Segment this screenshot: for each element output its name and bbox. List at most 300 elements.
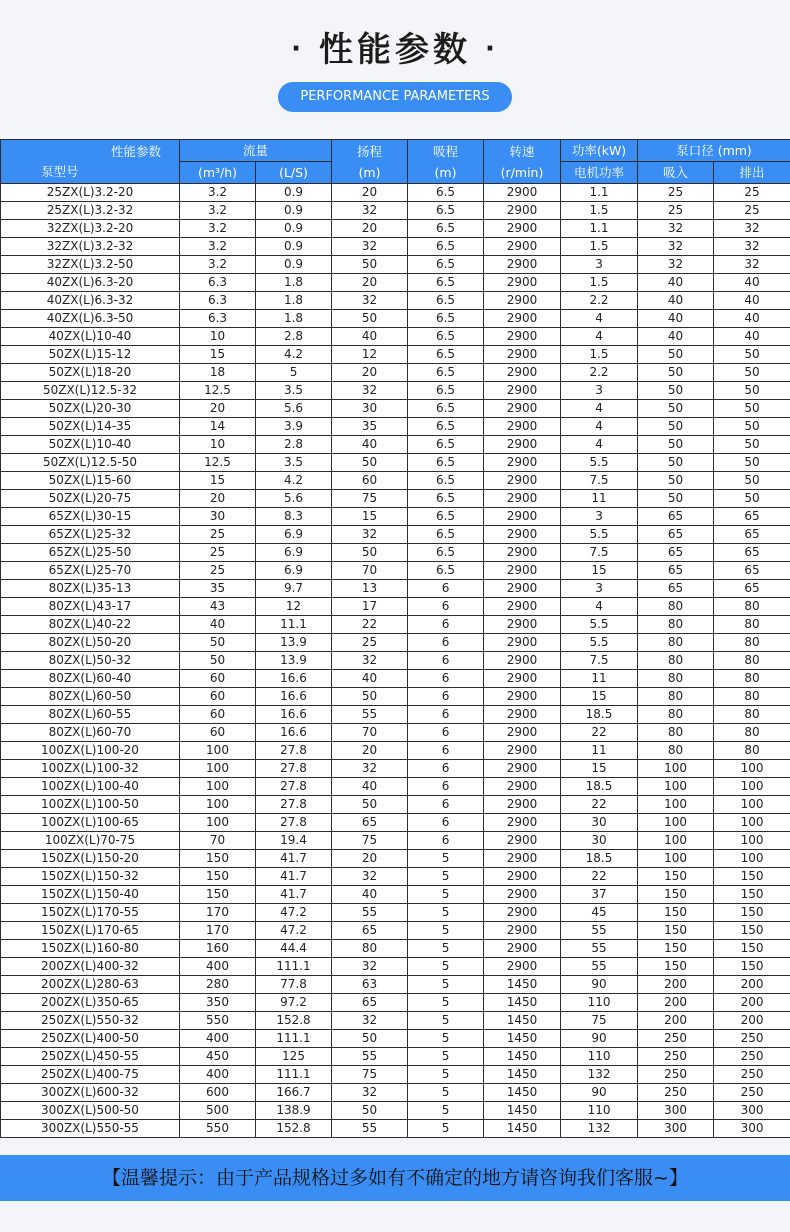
table-row [1,1012,790,1030]
outlet-cell: 40 [714,274,790,292]
outlet-cell: 100 [714,796,790,814]
suction-cell: 5 [408,1120,484,1138]
table-header [1,140,790,184]
flow-ls-cell: 8.3 [256,508,332,526]
flow-ls-cell: 27.8 [256,814,332,832]
speed-cell: 1450 [484,1084,561,1102]
inlet-cell: 40 [638,310,714,328]
flow-ls-cell: 5 [256,364,332,382]
speed-cell: 1450 [484,1066,561,1084]
outlet-header: 排出 [714,162,790,184]
table-row [1,256,790,274]
model-cell: 80ZX(L)50-20 [1,634,180,652]
inlet-cell: 80 [638,652,714,670]
table-row [1,454,790,472]
outlet-cell: 80 [714,598,790,616]
head-cell: 32 [332,760,408,778]
power-cell: 55 [561,958,638,976]
speed-cell: 2900 [484,832,561,850]
outlet-cell: 32 [714,256,790,274]
inlet-cell: 50 [638,472,714,490]
speed-cell: 2900 [484,850,561,868]
power-cell: 5.5 [561,616,638,634]
table-row [1,958,790,976]
flow-m3h-cell: 60 [180,724,256,742]
inlet-cell: 100 [638,778,714,796]
power-cell: 110 [561,994,638,1012]
flow-m3h-cell: 170 [180,922,256,940]
suction-cell: 6.5 [408,310,484,328]
head-cell: 22 [332,616,408,634]
power-cell: 4 [561,598,638,616]
power-cell: 37 [561,886,638,904]
speed-header [484,140,561,184]
suction-cell: 5 [408,994,484,1012]
speed-cell: 2900 [484,526,561,544]
model-cell: 80ZX(L)35-13 [1,580,180,598]
flow-ls-cell: 152.8 [256,1120,332,1138]
power-cell: 45 [561,904,638,922]
inlet-cell: 80 [638,634,714,652]
flow-ls-cell: 16.6 [256,706,332,724]
inlet-cell: 65 [638,544,714,562]
inlet-cell: 65 [638,562,714,580]
suction-cell: 5 [408,922,484,940]
inlet-cell: 250 [638,1066,714,1084]
table-row [1,1120,790,1138]
power-cell: 3 [561,508,638,526]
power-cell: 90 [561,1084,638,1102]
outlet-cell: 32 [714,238,790,256]
outlet-cell: 250 [714,1084,790,1102]
table-row [1,184,790,202]
flow-ls-cell: 41.7 [256,868,332,886]
suction-cell: 6 [408,580,484,598]
outlet-cell: 50 [714,346,790,364]
head-cell: 55 [332,904,408,922]
speed-cell: 2900 [484,886,561,904]
flow-m3h-cell: 400 [180,1030,256,1048]
outlet-cell: 150 [714,904,790,922]
power-cell: 1.5 [561,202,638,220]
flow-ls-cell: 2.8 [256,436,332,454]
flow-m3h-cell: 14 [180,418,256,436]
model-cell: 150ZX(L)170-55 [1,904,180,922]
flow-header: 流量 [180,140,332,162]
inlet-cell: 50 [638,346,714,364]
power-cell: 11 [561,490,638,508]
speed-cell: 2900 [484,598,561,616]
inlet-cell: 150 [638,922,714,940]
table-row [1,652,790,670]
inlet-cell: 32 [638,220,714,238]
flow-ls-cell: 11.1 [256,616,332,634]
inlet-cell: 80 [638,706,714,724]
outlet-cell: 50 [714,382,790,400]
flow-m3h-cell: 15 [180,346,256,364]
flow-ls-cell: 3.9 [256,418,332,436]
inlet-cell: 25 [638,202,714,220]
flow-ls-cell: 97.2 [256,994,332,1012]
flow-m3h-cell: 100 [180,778,256,796]
title-dot-left: · [291,34,305,64]
power-cell: 30 [561,814,638,832]
head-cell: 35 [332,418,408,436]
flow-m3h-cell: 12.5 [180,382,256,400]
speed-cell: 2900 [484,742,561,760]
speed-cell: 2900 [484,184,561,202]
outlet-cell: 150 [714,868,790,886]
flow-m3h-cell: 43 [180,598,256,616]
head-cell: 65 [332,994,408,1012]
head-cell: 20 [332,850,408,868]
inlet-cell: 65 [638,526,714,544]
inlet-cell: 150 [638,904,714,922]
table-row [1,1102,790,1120]
flow-ls-cell: 125 [256,1048,332,1066]
speed-cell: 2900 [484,724,561,742]
power-cell: 55 [561,922,638,940]
suction-cell: 6.5 [408,364,484,382]
suction-cell: 6.5 [408,508,484,526]
head-cell: 55 [332,1120,408,1138]
flow-unit-ls: (L/S) [256,162,332,184]
flow-m3h-cell: 3.2 [180,238,256,256]
outlet-cell: 200 [714,994,790,1012]
corner-bottom-label: 泵型号 [41,164,79,179]
flow-ls-cell: 111.1 [256,1066,332,1084]
suction-cell: 6.5 [408,274,484,292]
table-row [1,886,790,904]
suction-cell: 5 [408,958,484,976]
suction-cell: 5 [408,1102,484,1120]
inlet-cell: 150 [638,958,714,976]
table-row [1,238,790,256]
suction-cell: 5 [408,904,484,922]
speed-cell: 2900 [484,310,561,328]
speed-cell: 2900 [484,904,561,922]
power-cell: 15 [561,688,638,706]
model-cell: 80ZX(L)50-32 [1,652,180,670]
speed-cell: 2900 [484,274,561,292]
speed-cell: 2900 [484,490,561,508]
inlet-cell: 50 [638,364,714,382]
inlet-cell: 65 [638,580,714,598]
flow-ls-cell: 0.9 [256,256,332,274]
flow-ls-cell: 13.9 [256,652,332,670]
model-cell: 80ZX(L)60-55 [1,706,180,724]
flow-m3h-cell: 550 [180,1012,256,1030]
power-cell: 3 [561,382,638,400]
head-cell: 40 [332,778,408,796]
power-cell: 22 [561,724,638,742]
speed-cell: 2900 [484,328,561,346]
flow-m3h-cell: 3.2 [180,202,256,220]
flow-ls-cell: 111.1 [256,1030,332,1048]
suction-cell: 6 [408,598,484,616]
table-row [1,274,790,292]
flow-ls-cell: 13.9 [256,634,332,652]
inlet-cell: 250 [638,1048,714,1066]
suction-cell: 5 [408,1084,484,1102]
table-row [1,328,790,346]
flow-m3h-cell: 170 [180,904,256,922]
flow-ls-cell: 16.6 [256,724,332,742]
flow-ls-cell: 16.6 [256,688,332,706]
speed-cell: 2900 [484,796,561,814]
model-cell: 150ZX(L)150-20 [1,850,180,868]
speed-cell: 2900 [484,436,561,454]
head-cell: 20 [332,742,408,760]
outlet-cell: 40 [714,310,790,328]
table-row [1,832,790,850]
speed-cell: 2900 [484,400,561,418]
power-cell: 1.5 [561,238,638,256]
outlet-cell: 200 [714,976,790,994]
model-cell: 32ZX(L)3.2-50 [1,256,180,274]
inlet-cell: 150 [638,868,714,886]
power-cell: 4 [561,328,638,346]
head-cell: 55 [332,706,408,724]
head-header [332,140,408,184]
suction-cell: 6.5 [408,544,484,562]
suction-cell: 5 [408,976,484,994]
power-subheader: 电机功率 [561,162,638,184]
model-cell: 50ZX(L)12.5-32 [1,382,180,400]
table-row [1,598,790,616]
power-cell: 110 [561,1048,638,1066]
model-cell: 100ZX(L)100-40 [1,778,180,796]
inlet-cell: 200 [638,994,714,1012]
suction-header [408,140,484,184]
head-cell: 80 [332,940,408,958]
table-row [1,580,790,598]
inlet-cell: 80 [638,670,714,688]
flow-m3h-cell: 350 [180,994,256,1012]
power-cell: 3 [561,256,638,274]
inlet-cell: 50 [638,436,714,454]
speed-cell: 2900 [484,868,561,886]
suction-cell: 5 [408,868,484,886]
table-row [1,796,790,814]
flow-m3h-cell: 25 [180,544,256,562]
suction-cell: 6.5 [408,256,484,274]
outlet-cell: 150 [714,922,790,940]
speed-cell: 2900 [484,634,561,652]
power-cell: 75 [561,1012,638,1030]
model-cell: 50ZX(L)15-12 [1,346,180,364]
flow-m3h-cell: 100 [180,814,256,832]
head-cell: 75 [332,832,408,850]
table-row [1,670,790,688]
suction-cell: 6 [408,742,484,760]
outlet-cell: 200 [714,1012,790,1030]
table-row [1,526,790,544]
suction-cell: 6 [408,724,484,742]
model-cell: 250ZX(L)450-55 [1,1048,180,1066]
outlet-cell: 65 [714,580,790,598]
flow-ls-cell: 1.8 [256,292,332,310]
table-row [1,922,790,940]
model-cell: 150ZX(L)150-32 [1,868,180,886]
flow-m3h-cell: 100 [180,760,256,778]
outlet-cell: 100 [714,832,790,850]
speed-cell: 1450 [484,1048,561,1066]
flow-m3h-cell: 20 [180,490,256,508]
flow-m3h-cell: 35 [180,580,256,598]
speed-cell: 2900 [484,220,561,238]
model-cell: 250ZX(L)400-75 [1,1066,180,1084]
head-cell: 50 [332,1030,408,1048]
outlet-cell: 150 [714,886,790,904]
outlet-cell: 150 [714,958,790,976]
flow-m3h-cell: 150 [180,850,256,868]
model-cell: 80ZX(L)60-40 [1,670,180,688]
suction-cell: 5 [408,1048,484,1066]
suction-cell: 6 [408,760,484,778]
model-cell: 100ZX(L)100-50 [1,796,180,814]
table-row [1,742,790,760]
head-cell: 63 [332,976,408,994]
head-unit: (m) [358,164,381,180]
title-dot-right: · [485,34,499,64]
head-cell: 15 [332,508,408,526]
head-cell: 70 [332,724,408,742]
power-cell: 132 [561,1120,638,1138]
power-cell: 1.5 [561,274,638,292]
suction-cell: 6.5 [408,220,484,238]
model-cell: 80ZX(L)60-50 [1,688,180,706]
speed-cell: 1450 [484,1030,561,1048]
head-cell: 40 [332,436,408,454]
table-row [1,346,790,364]
head-cell: 20 [332,184,408,202]
suction-cell: 6.5 [408,328,484,346]
flow-ls-cell: 6.9 [256,526,332,544]
flow-m3h-cell: 600 [180,1084,256,1102]
model-cell: 250ZX(L)550-32 [1,1012,180,1030]
power-cell: 4 [561,436,638,454]
model-cell: 65ZX(L)25-50 [1,544,180,562]
outlet-cell: 150 [714,940,790,958]
head-cell: 40 [332,670,408,688]
inlet-cell: 40 [638,328,714,346]
suction-cell: 6.5 [408,238,484,256]
inlet-cell: 25 [638,184,714,202]
inlet-cell: 50 [638,454,714,472]
inlet-cell: 80 [638,742,714,760]
corner-top-label: 性能参数 [110,144,161,159]
model-cell: 100ZX(L)70-75 [1,832,180,850]
subtitle-badge: PERFORMANCE PARAMETERS [278,82,512,112]
speed-cell: 1450 [484,976,561,994]
power-cell: 7.5 [561,652,638,670]
flow-m3h-cell: 12.5 [180,454,256,472]
inlet-cell: 32 [638,238,714,256]
outlet-cell: 100 [714,760,790,778]
flow-ls-cell: 27.8 [256,796,332,814]
inlet-cell: 80 [638,616,714,634]
outlet-cell: 40 [714,292,790,310]
suction-cell: 5 [408,1066,484,1084]
outlet-cell: 300 [714,1102,790,1120]
model-cell: 40ZX(L)10-40 [1,328,180,346]
table-row [1,778,790,796]
power-cell: 30 [561,832,638,850]
flow-m3h-cell: 100 [180,796,256,814]
power-cell: 4 [561,400,638,418]
spec-table [0,139,790,1138]
speed-cell: 2900 [484,238,561,256]
table-row [1,364,790,382]
suction-cell: 6 [408,706,484,724]
suction-cell: 6.5 [408,184,484,202]
table-row [1,940,790,958]
flow-m3h-cell: 25 [180,562,256,580]
flow-m3h-cell: 40 [180,616,256,634]
table-row [1,1048,790,1066]
flow-m3h-cell: 550 [180,1120,256,1138]
table-row [1,760,790,778]
speed-cell: 2900 [484,454,561,472]
suction-cell: 6.5 [408,346,484,364]
model-cell: 150ZX(L)170-65 [1,922,180,940]
speed-cell: 2900 [484,472,561,490]
suction-cell: 6 [408,652,484,670]
head-cell: 32 [332,1012,408,1030]
outlet-cell: 50 [714,454,790,472]
flow-ls-cell: 16.6 [256,670,332,688]
table-row [1,724,790,742]
power-cell: 2.2 [561,364,638,382]
head-cell: 40 [332,886,408,904]
suction-cell: 5 [408,850,484,868]
suction-cell: 5 [408,1030,484,1048]
model-cell: 32ZX(L)3.2-20 [1,220,180,238]
inlet-cell: 100 [638,850,714,868]
flow-ls-cell: 2.8 [256,328,332,346]
table-row [1,220,790,238]
model-cell: 50ZX(L)14-35 [1,418,180,436]
speed-label: 转速 [509,143,535,159]
table-row [1,1084,790,1102]
power-cell: 55 [561,940,638,958]
head-cell: 50 [332,688,408,706]
suction-cell: 6.5 [408,562,484,580]
model-cell: 200ZX(L)350-65 [1,994,180,1012]
outlet-cell: 65 [714,562,790,580]
inlet-cell: 65 [638,508,714,526]
head-label: 扬程 [357,143,383,159]
outlet-cell: 250 [714,1066,790,1084]
speed-cell: 2900 [484,256,561,274]
flow-m3h-cell: 400 [180,1066,256,1084]
flow-ls-cell: 0.9 [256,238,332,256]
outlet-cell: 25 [714,202,790,220]
table-row [1,814,790,832]
table-row [1,688,790,706]
model-cell: 80ZX(L)40-22 [1,616,180,634]
outlet-cell: 50 [714,400,790,418]
suction-cell: 6 [408,616,484,634]
suction-cell: 6.5 [408,202,484,220]
flow-m3h-cell: 60 [180,688,256,706]
table-row [1,562,790,580]
head-cell: 55 [332,1048,408,1066]
speed-cell: 2900 [484,670,561,688]
speed-cell: 2900 [484,418,561,436]
table-row [1,490,790,508]
